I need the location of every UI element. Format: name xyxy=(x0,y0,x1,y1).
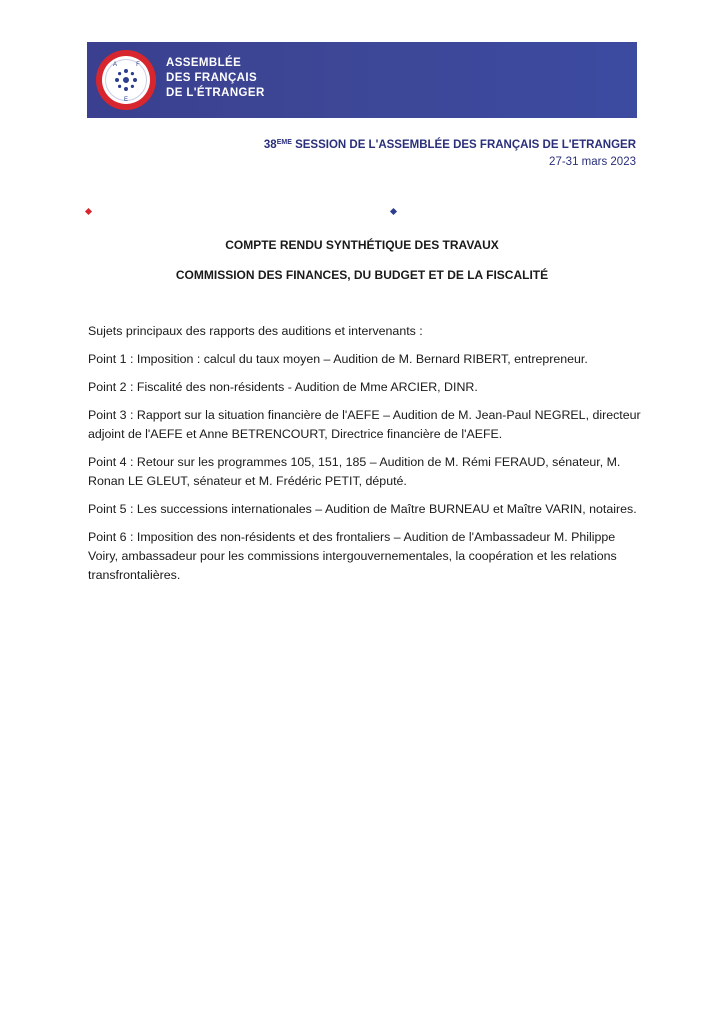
org-name-line-3: DE L'ÉTRANGER xyxy=(166,87,265,99)
session-info xyxy=(264,134,636,171)
header-banner xyxy=(87,42,637,118)
logo-letter-f: F xyxy=(136,62,140,68)
point-4: Point 4 : Retour sur les programmes 105, 151, 185 – Audition de M. Rémi FERAUD, sénateur, M. Ronan LE GLEUT, sénateur et M. Frédéric PETIT, député. xyxy=(88,455,621,488)
session-title-rest: SESSION DE L'ASSEMBLÉE DES FRANÇAIS DE L'ETRANGER xyxy=(291,139,636,151)
red-diamond-ornament xyxy=(85,208,92,215)
session-dates: 27-31 mars 2023 xyxy=(549,156,636,168)
afe-logo xyxy=(95,49,157,111)
logo-letter-a: A xyxy=(112,62,118,68)
report-body xyxy=(88,322,648,594)
point-2: Point 2 : Fiscalité des non-résidents - Audition de Mme ARCIER, DINR. xyxy=(88,380,478,394)
blue-diamond-ornament xyxy=(390,208,397,215)
point-1: Point 1 : Imposition : calcul du taux moyen – Audition de M. Bernard RIBERT, entrepreneur. xyxy=(88,352,588,366)
org-name xyxy=(166,56,265,101)
commission-title: COMMISSION DES FINANCES, DU BUDGET ET DE LA FISCALITÉ xyxy=(175,268,549,282)
session-superscript: EME xyxy=(276,139,292,146)
logo-letter-e: E xyxy=(123,97,129,103)
point-5: Point 5 : Les successions internationales – Audition de Maître BURNEAU et Maître VARIN, notaires. xyxy=(88,502,637,516)
point-3: Point 3 : Rapport sur la situation financière de l'AEFE – Audition de M. Jean-Paul NEGREL, directeur adjoint de l'AEFE et Anne BETRENCOURT, Directrice financière de l'AEFE. xyxy=(88,408,641,441)
report-title: COMPTE RENDU SYNTHÉTIQUE DES TRAVAUX xyxy=(225,238,499,252)
session-number: 38 xyxy=(263,139,277,151)
org-name-line-2: DES FRANÇAIS xyxy=(166,72,258,84)
org-name-line-1: ASSEMBLÉE xyxy=(166,57,242,69)
intro-text: Sujets principaux des rapports des auditions et intervenants : xyxy=(88,324,423,338)
point-6: Point 6 : Imposition des non-résidents et des frontaliers – Audition de l'Ambassadeur M. Philippe Voiry, ambassadeur pour les commissions intergouvernementales, la coopération et les relations transfrontalières. xyxy=(88,530,617,582)
session-title xyxy=(264,134,636,154)
